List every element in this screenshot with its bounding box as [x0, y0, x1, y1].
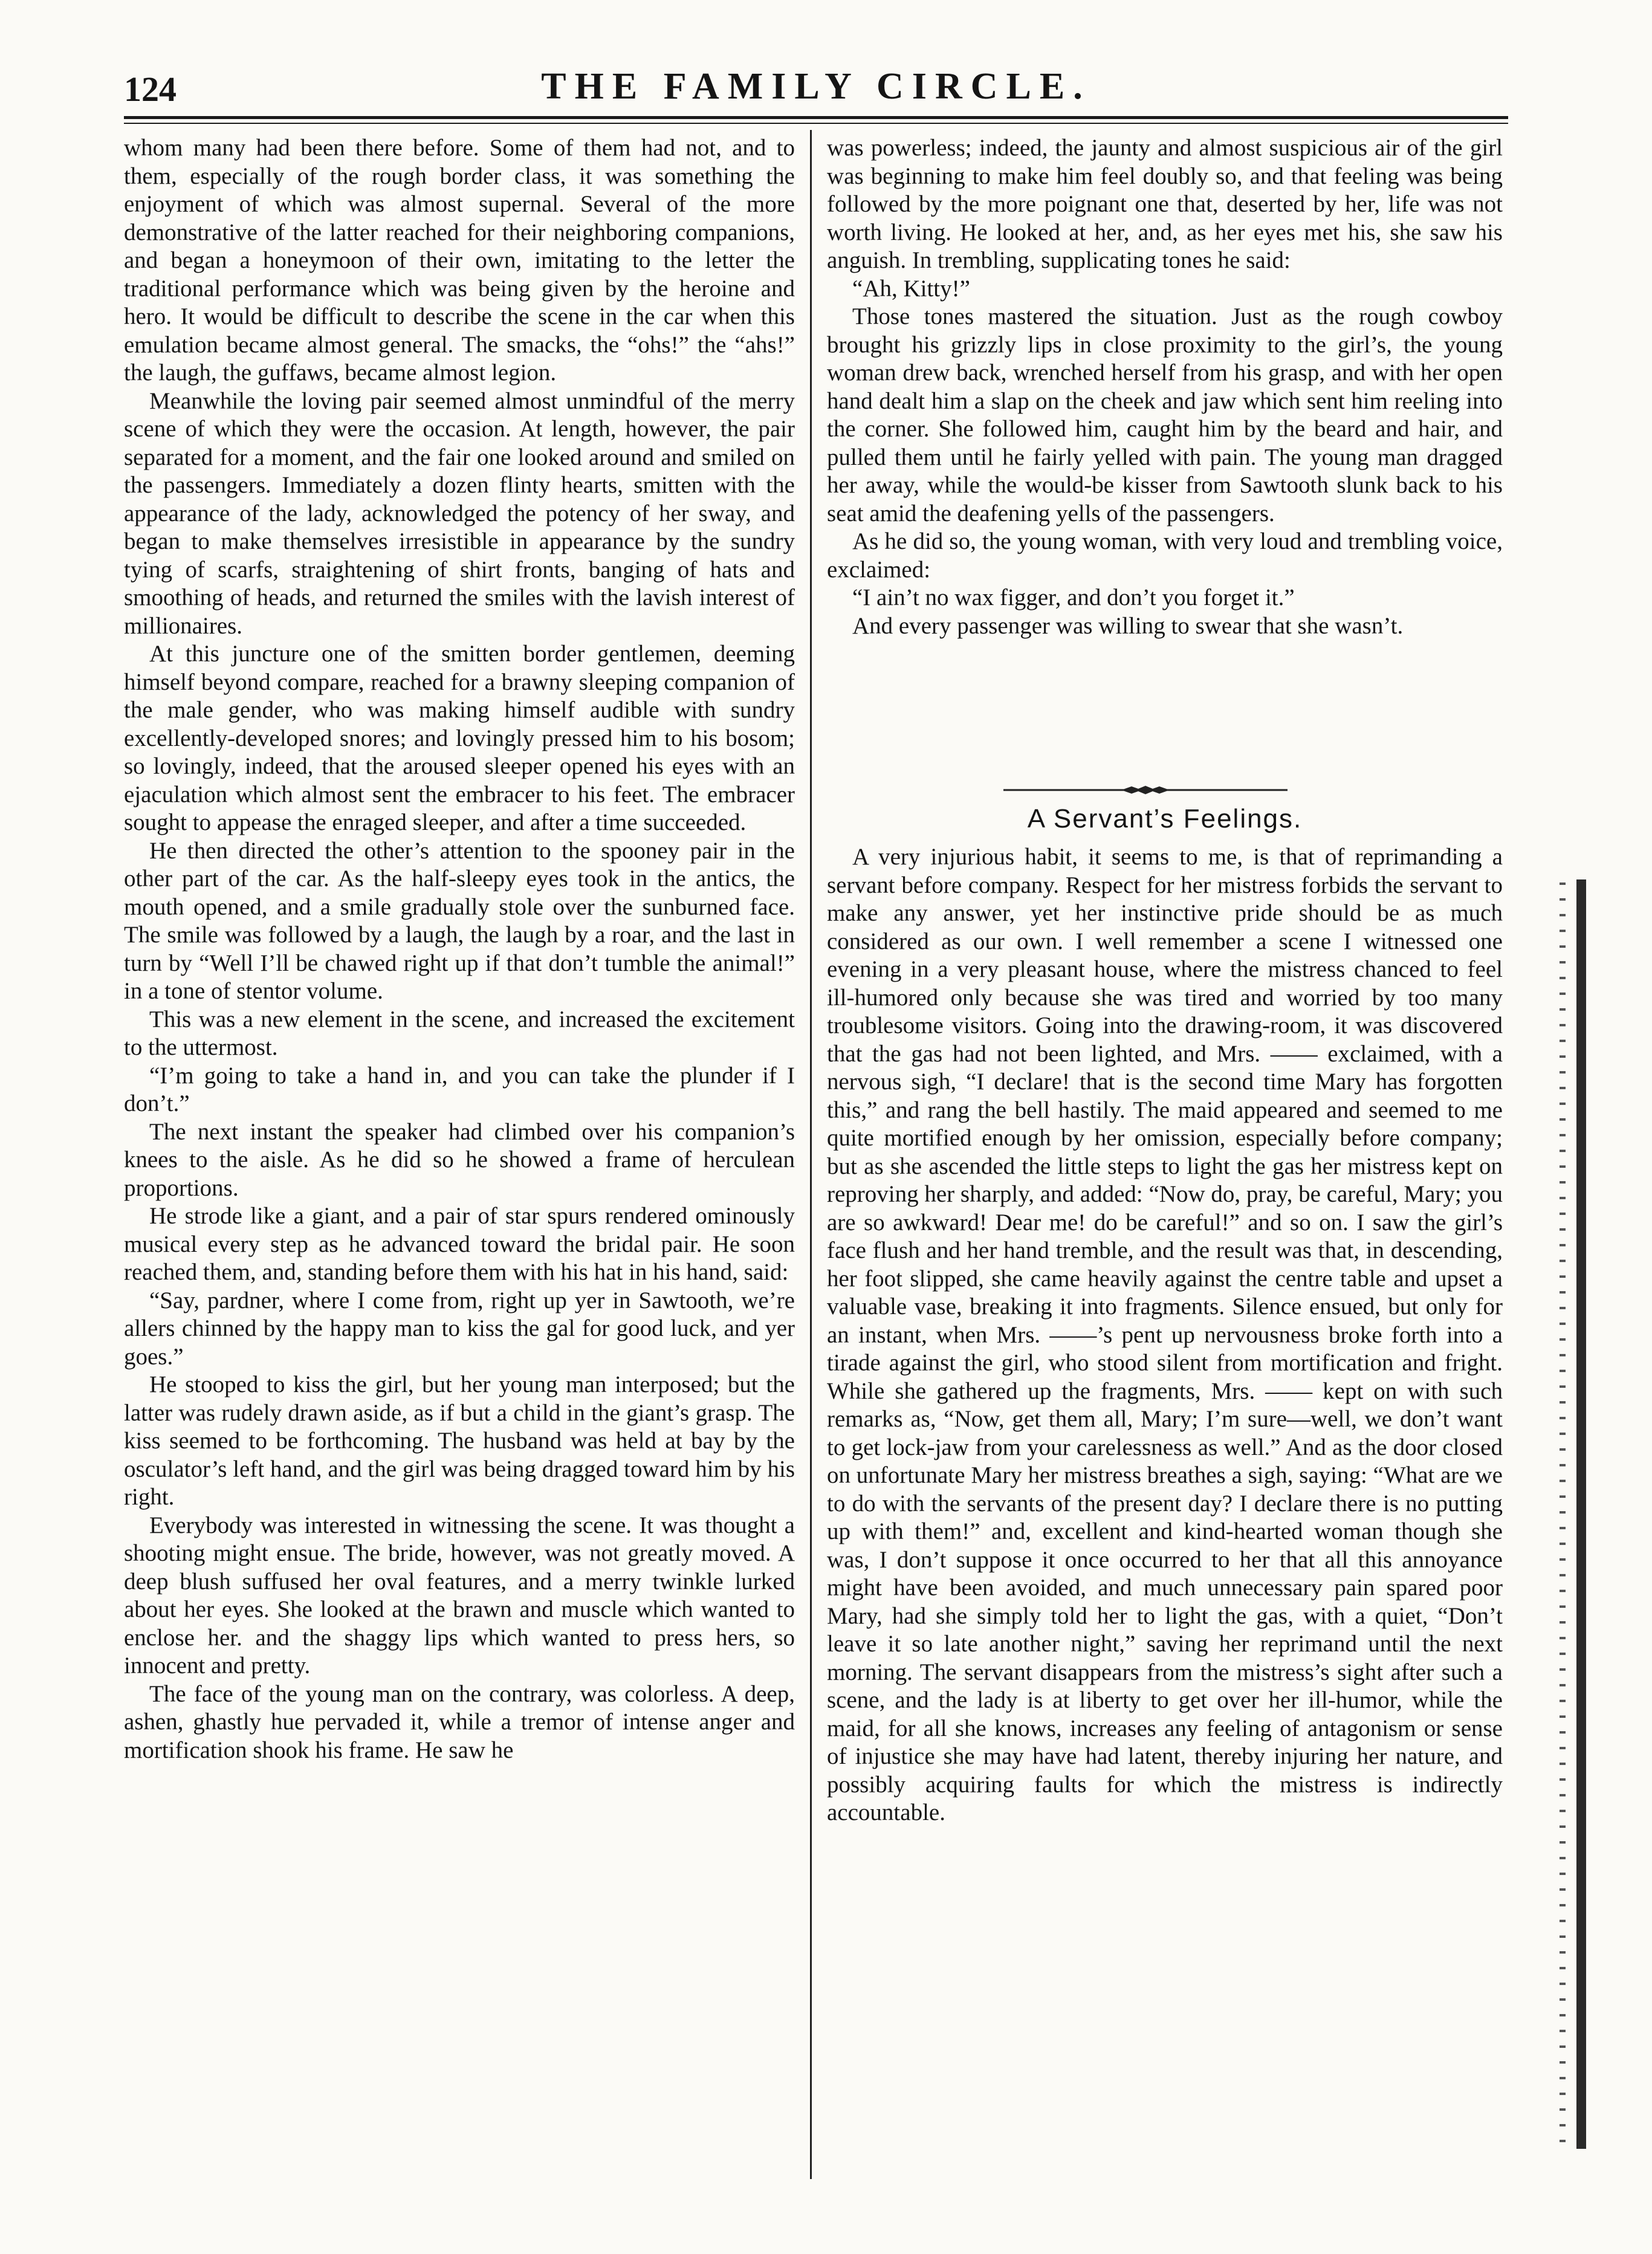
paragraph: A very injurious habit, it seems to me, is that of reprimanding a servant before company. Respect for her mistress forbids the servant to make any answer, yet her instinctive pride should be as much considered as our own. I well remember a scene I witnessed one evening in a very pleasant house, where the mistress chanced to feel ill-humored only because she was tired and worried by too many troublesome visitors. Going into the drawing-room, it was discovered that the gas had not been lighted, and Mrs. —— exclaimed, with a nervous sigh, “I declare! that is the second time Mary has forgotten this,” and rang the bell hastily. The maid appeared and seemed to me quite mortified enough by her omission, especially before company; but as she ascended the little steps to light the gas her mistress kept on reproving her sharply, and added: “Now do, pray, be careful, Mary; you are so awkward! Dear me! do be careful!” and so on. I saw the girl’s face flush and her hand tremble, and the result was that, in descending, her foot slipped, she came heavily against the centre table and upset a valuable vase, breaking it into fragments. Silence ensued, but only for an instant, when Mrs. ——’s pent up nervousness broke forth into a tirade against the girl, who stood silent from mortification and fright. While she gathered up the fragments, Mrs. —— kept on with such remarks as, “Now, get them all, Mary; I’m sure—well, we don’t want to get lock-jaw from your carelessness as well.” And as the door closed on unfortunate Mary her mistress breathes a sigh, saying: “What are we to do with the servants of the present day? I declare there is no putting up with them!” and, excellent and kind-hearted woman though she was, I don’t suppose it once occurred to her that all this annoyance might have been avoided, and much unnecessary pain spared poor Mary, had she simply told her to light the gas, with a quiet, “Don’t leave it so late another night,” saving her reprimand until the next morning. The servant disappears from the mistress’s sight after such a scene, and the lady is at liberty to get over her ill-humor, while the maid, for all she knows, increases any feeling of antagonism or sense of injustice she may have had latent, thereby injuring her nature, and possibly acquiring faults for which the mistress is indirectly accountable. [827, 844, 1503, 1825]
header-rule [124, 116, 1508, 119]
right-column-top [827, 134, 1503, 640]
column-divider [810, 130, 812, 2179]
header-rule-thin [124, 123, 1508, 124]
page-edge-shadow [1576, 879, 1586, 2149]
paragraph: The next instant the speaker had climbed over his companion’s knees to the aisle. As he did so he showed a frame of herculean proportions. [124, 1118, 795, 1201]
paragraph: He stooped to kiss the girl, but her young man interposed; but the latter was rudely drawn aside, as if but a child in the giant’s grasp. The kiss seemed to be forthcoming. The husband was held at bay by the osculator’s left hand, and the girl was being dragged toward him by his right. [124, 1372, 795, 1510]
paragraph: He strode like a giant, and a pair of star spurs rendered ominously musical every step as he advanced toward the bridal pair. He soon reached them, and, standing before them with his hat in his hand, said: [124, 1203, 795, 1285]
section-ornament-icon [1003, 784, 1288, 796]
paragraph: Meanwhile the loving pair seemed almost unmindful of the merry scene of which they were the occasion. At length, however, the pair separated for a moment, and the fair one looked around and smiled on the passengers. Immediately a dozen flinty hearts, smitten with the appearance of the lady, acknowledged the potency of her sway, and began to make themselves irresistible in appearance by the sundry tying of scarfs, straightening of shirt fronts, banging of hats and smoothing of heads, and returned the smiles with the lavish interest of millionaires. [124, 387, 795, 639]
paragraph: whom many had been there before. Some of them had not, and to them, especially of the rough border class, it was something the enjoyment of which was almost supernal. Several of the more demonstrative of the latter reached for their neighboring companions, and began a honeymoon of their own, imitating to the letter the traditional performance which was being given by the heroine and hero. It would be difficult to describe the scene in the car when this emulation became almost general. The smacks, the “ohs!” the “ahs!” the laugh, the guffaws, became almost legion. [124, 135, 795, 386]
section-title: A Servant’s Feelings. [1027, 804, 1303, 834]
paragraph: “I ain’t no wax figger, and don’t you forget it.” [852, 585, 1295, 610]
paragraph: As he did so, the young woman, with very loud and trembling voice, exclaimed: [827, 528, 1503, 583]
page-number: 124 [124, 70, 177, 109]
paragraph: “I’m going to take a hand in, and you can take the plunder if I don’t.” [124, 1062, 795, 1116]
paragraph: And every passenger was willing to swear that she wasn’t. [852, 612, 1404, 639]
paragraph: He then directed the other’s attention to the spooney pair in the other part of the car. As the half-sleepy eyes took in the antics, the mouth opened, and a smile gradually stole over the sunburned face. The smile was followed by a laugh, the laugh by a roar, and the last in turn by “Well I’ll be chawed right up if that don’t tumble the animal!” in a tone of stentor volume. [124, 837, 795, 1004]
paragraph: “Ah, Kitty!” [852, 275, 970, 302]
paragraph: “Say, pardner, where I come from, right up yer in Sawtooth, we’re allers chinned by the happy man to kiss the gal for good luck, and yer goes.” [124, 1287, 795, 1370]
paragraph: Those tones mastered the situation. Just as the rough cowboy brought his grizzly lips in close proximity to the girl’s, the young woman drew back, wrenched herself from his grasp, and with her open hand dealt him a slap on the cheek and jaw which sent him reeling into the corner. She followed him, caught him by the beard and hair, and pulled them until he fairly yelled with pain. The young man dragged her away, while the would-be kisser from Sawtooth slunk back to his seat amid the deafening yells of the passengers. [827, 303, 1503, 526]
left-column [124, 134, 795, 1764]
page-edge-speckle [1560, 882, 1566, 2152]
paragraph: At this juncture one of the smitten border gentlemen, deeming himself beyond compare, reached for a brawny sleeping companion of the male gender, who was making himself audible with sundry excellently-developed snores; and lovingly pressed him to his bosom; so lovingly, indeed, that the aroused sleeper opened his eyes with an ejaculation which almost sent the embracer to his feet. The embracer sought to appease the enraged sleeper, and after a time succeeded. [124, 641, 795, 835]
paragraph: Everybody was interested in witnessing the scene. It was thought a shooting might ensue. The bride, however, was not greatly moved. A deep blush suffused her oval features, and a merry twinkle lurked about her eyes. She looked at the brawn and muscle which wanted to enclose her. and the shaggy lips which wanted to press hers, so innocent and pretty. [124, 1512, 795, 1679]
paragraph: This was a new element in the scene, and increased the excitement to the uttermost. [124, 1006, 795, 1060]
paragraph: The face of the young man on the contrary, was colorless. A deep, ashen, ghastly hue pervaded it, while a tremor of intense anger and mortification shook his frame. He saw he [124, 1680, 795, 1763]
paragraph: was powerless; indeed, the jaunty and almost suspicious air of the girl was beginning to make him feel doubly so, and that feeling was being followed by the more poignant one that, deserted by her, life was not worth living. He looked at her, and, as her eyes met his, she saw his anguish. In trembling, supplicating tones he said: [827, 135, 1503, 273]
journal-title: THE FAMILY CIRCLE. [541, 66, 1091, 107]
right-column-article [827, 843, 1503, 1827]
page-header [124, 60, 1508, 115]
